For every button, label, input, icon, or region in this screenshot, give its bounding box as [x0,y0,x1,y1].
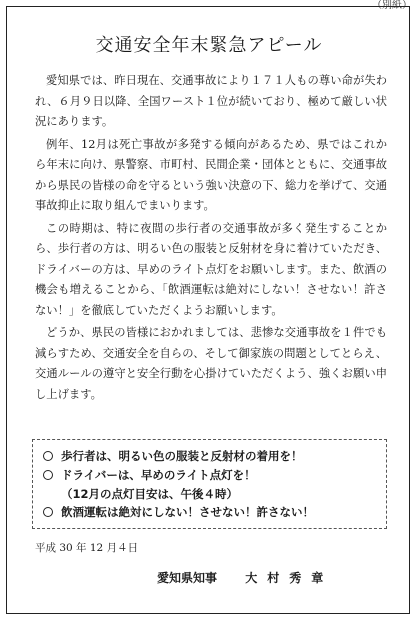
appeal-item [43,503,386,521]
paragraph-1: 愛知県では、昨日現在、交通事故により１７１人もの尊い命が失われ、６月９日以降、全国ワースト１位が続いており、極めて厳しい状況にあります。 [35,74,387,128]
circle-icon [43,507,53,517]
appeal-driver-text: ドライバーは、早めのライト点灯を！ [61,468,256,482]
signature [157,569,333,586]
paragraph-4: どうか、県民の皆様におかれましては、悲惨な交通事故を１件でも減らすため、交通安全を自らの、そして御家族の問題としてとらえ、交通ルールの遵守と安全行動を心掛けていただくよう、強くお願い申し上げます。 [35,326,387,401]
signer-name: 大村秀章 [245,571,334,585]
appeal-driver-note: （12月の点灯目安は、午後４時） [61,487,239,501]
appeal-box [32,439,387,529]
document-title: 交通安全年末緊急アピール [95,35,323,56]
document-frame [6,6,410,614]
document-body [35,71,387,407]
corner-label: （別紙） [372,0,412,11]
paragraph-3: この時期は、特に夜間の歩行者の交通事故が多く発生することから、歩行者の方は、明るい色の服装と反射材を身に着けていただき、ドライバーの方は、早めのライト点灯をお願いします。また、飲酒の機会も増えることから、「飲酒運転は絶対にしない！させない！許さない！」を徹底していただくようお願いします。 [35,221,387,317]
appeal-item [43,466,386,484]
appeal-item [43,447,386,465]
appeal-pedestrian-text: 歩行者は、明るい色の服装と反射材の着用を！ [61,449,303,463]
circle-icon [43,451,53,461]
paragraph-2: 例年、12月は死亡事故が多発する傾向があるため、県ではこれから年末に向け、県警察、市町村、民間企業・団体とともに、交通事故から県民の皆様の命を守るという強い決意の下、総力を挙げて、交通事故抑止に取り組んでまいります。 [35,137,387,212]
circle-icon [43,470,53,480]
signer-title: 愛知県知事 [157,571,218,585]
appeal-drunk-driving-text: 飲酒運転は絶対にしない！させない！許さない！ [61,505,314,519]
document-date: 平成 30 年 12 月４日 [35,542,139,554]
